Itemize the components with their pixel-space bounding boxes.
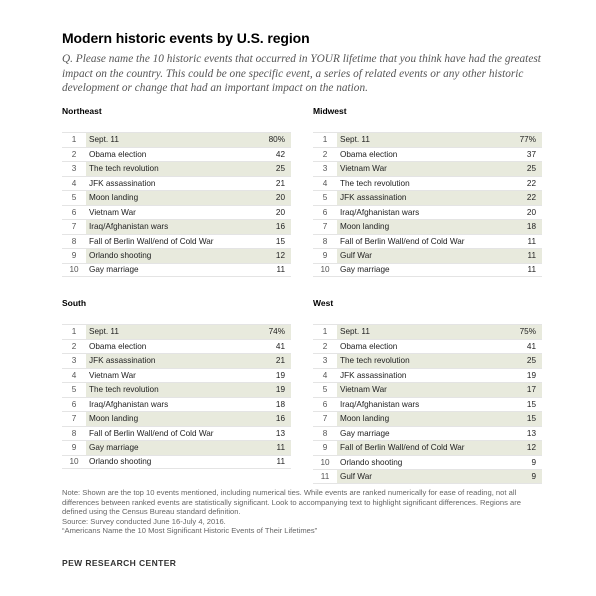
event-cell: Sept. 11 [86,133,257,147]
table-row [62,426,291,441]
rank-cell: 6 [71,207,77,217]
rank-cell: 4 [71,178,77,188]
table-row [313,234,542,249]
event-cell: Orlando shooting [340,457,403,467]
rank-cell: 10 [320,265,330,275]
table-row [313,219,542,234]
value-cell: 11 [527,265,536,275]
value-cell: 15 [508,412,542,426]
value-cell: 77% [508,133,542,147]
event-cell: The tech revolution [337,354,508,368]
event-cell: Gulf War [337,249,508,263]
value-cell: 25 [508,162,542,176]
table-row [313,176,542,191]
table-row [62,147,291,162]
event-cell: Moon landing [86,191,257,205]
rank-cell: 2 [71,149,77,159]
event-cell: Fall of Berlin Wall/end of Cold War [337,441,508,455]
rank-cell: 9 [322,251,328,261]
table-row [62,234,291,249]
value-cell: 20 [526,207,536,217]
event-cell: Fall of Berlin Wall/end of Cold War [89,236,214,246]
value-cell: 19 [526,370,536,380]
table-row [313,426,542,441]
rank-cell: 4 [71,370,77,380]
value-cell: 25 [508,354,542,368]
table-row [313,161,542,176]
value-cell: 21 [275,178,285,188]
value-cell: 75% [508,325,542,339]
event-cell: Fall of Berlin Wall/end of Cold War [340,236,465,246]
event-cell: Obama election [340,149,398,159]
table-row [313,469,542,484]
event-cell: Sept. 11 [337,133,508,147]
event-cell: Orlando shooting [89,457,152,467]
panel-northeast [62,106,291,277]
table-row [313,248,542,263]
event-cell: Obama election [89,149,147,159]
panel-title: West [313,298,334,308]
table-row [62,248,291,263]
report-title: “Americans Name the 10 Most Significant Historic Events of Their Lifetimes” [62,526,318,536]
rank-cell: 1 [71,327,77,337]
event-cell: Orlando shooting [86,249,257,263]
event-cell: Fall of Berlin Wall/end of Cold War [89,428,214,438]
value-cell: 11 [508,249,542,263]
table-row [62,219,291,234]
value-cell: 37 [526,149,536,159]
panel-west [313,298,542,484]
event-cell: JFK assassination [86,354,257,368]
table-row [62,440,291,455]
table-row [313,353,542,368]
value-cell: 11 [527,236,536,246]
value-cell: 25 [257,162,291,176]
rank-cell: 7 [71,414,77,424]
value-cell: 22 [526,178,536,188]
table-row [62,190,291,205]
rank-cell: 11 [320,471,330,481]
rank-cell: 1 [322,135,328,145]
panel-title: Northeast [62,106,102,116]
event-cell: Vietnam War [337,162,508,176]
table-row [62,397,291,412]
event-cell: Gay marriage [340,265,390,275]
table-row [62,161,291,176]
table-row [313,339,542,354]
value-cell: 41 [275,341,285,351]
rank-cell: 8 [322,236,328,246]
table-row [313,324,542,339]
table-row [62,132,291,147]
panel-rows [313,132,542,277]
table-row [62,339,291,354]
rank-cell: 5 [71,385,77,395]
rank-cell: 5 [71,193,77,203]
event-cell: Vietnam War [89,207,136,217]
event-cell: JFK assassination [89,178,156,188]
table-row [313,368,542,383]
value-cell: 19 [257,383,291,397]
rank-cell: 8 [71,236,77,246]
value-cell: 13 [275,428,285,438]
value-cell: 19 [275,370,285,380]
value-cell: 20 [257,191,291,205]
table-row [313,147,542,162]
chart-title: Modern historic events by U.S. region [62,30,310,46]
event-cell: Sept. 11 [337,325,508,339]
value-cell: 42 [275,149,285,159]
rank-cell: 10 [69,457,79,467]
rank-cell: 7 [322,222,328,232]
rank-cell: 2 [322,341,328,351]
table-row [62,176,291,191]
rank-cell: 4 [322,178,328,188]
value-cell: 16 [257,412,291,426]
rank-cell: 10 [69,265,79,275]
panel-rows [62,324,291,469]
event-cell: Iraq/Afghanistan wars [89,399,169,409]
value-cell: 18 [508,220,542,234]
value-cell: 22 [508,191,542,205]
table-row [313,190,542,205]
value-cell: 16 [257,220,291,234]
note-text: Note: Shown are the top 10 events mentioned, including numerical ties. While events are ranked numerically for ease of reading, not all differences between ranked events are statistically significant. Look to accompanying text to highlight significant differences. Regions are defined using the Census Bureau standard definition. [62,488,521,517]
rank-cell: 9 [71,251,77,261]
event-cell: The tech revolution [86,383,257,397]
table-row [62,411,291,426]
value-cell: 80% [257,133,291,147]
rank-cell: 6 [322,207,328,217]
rank-cell: 7 [71,222,77,232]
panel-title: South [62,298,87,308]
event-cell: Sept. 11 [86,325,257,339]
event-cell: The tech revolution [86,162,257,176]
table-row [62,205,291,220]
value-cell: 11 [276,457,285,467]
rank-cell: 6 [71,399,77,409]
rank-cell: 2 [71,341,77,351]
value-cell: 20 [275,207,285,217]
brand-logo-text: PEW RESEARCH CENTER [62,558,177,568]
rank-cell: 7 [322,414,328,424]
table-row [313,132,542,147]
table-row [62,263,291,278]
source-text: Source: Survey conducted June 16-July 4, 2016. [62,516,226,526]
rank-cell: 2 [322,149,328,159]
value-cell: 12 [257,249,291,263]
rank-cell: 1 [71,135,77,145]
table-row [313,411,542,426]
event-cell: The tech revolution [340,178,410,188]
panel-rows [62,132,291,277]
value-cell: 15 [275,236,285,246]
table-row [313,455,542,470]
rank-cell: 9 [71,443,77,453]
rank-cell: 1 [322,327,328,337]
rank-cell: 3 [322,356,328,366]
panel-midwest [313,106,542,277]
rank-cell: 6 [322,399,328,409]
event-cell: Obama election [340,341,398,351]
rank-cell: 8 [71,428,77,438]
table-row [313,397,542,412]
event-cell: Moon landing [337,220,508,234]
event-cell: Gulf War [337,470,508,483]
table-row [62,324,291,339]
value-cell: 11 [276,265,285,275]
survey-question: Q. Please name the 10 historic events that occurred in YOUR lifetime that you think have had the greatest impact on the country. This could be one specific event, a series of related events or any other historic development or change that had an important impact on the nation. [62,53,541,94]
event-cell: Obama election [89,341,147,351]
rank-cell: 10 [320,457,330,467]
rank-cell: 4 [322,370,328,380]
value-cell: 17 [508,383,542,397]
table-row [313,382,542,397]
event-cell: Gay marriage [89,265,139,275]
table-row [62,455,291,470]
rank-cell: 3 [322,164,328,174]
value-cell: 21 [257,354,291,368]
value-cell: 18 [275,399,285,409]
event-cell: Gay marriage [340,428,390,438]
panel-south [62,298,291,469]
rank-cell: 8 [322,428,328,438]
rank-cell: 5 [322,193,328,203]
event-cell: Vietnam War [337,383,508,397]
table-row [313,440,542,455]
table-row [62,353,291,368]
table-row [313,205,542,220]
event-cell: Moon landing [86,412,257,426]
rank-cell: 5 [322,385,328,395]
event-cell: Iraq/Afghanistan wars [340,207,420,217]
rank-cell: 3 [71,356,77,366]
value-cell: 13 [526,428,536,438]
footnotes [62,488,542,536]
event-cell: Iraq/Afghanistan wars [86,220,257,234]
event-cell: JFK assassination [340,370,407,380]
value-cell: 9 [531,457,536,467]
table-row [62,368,291,383]
event-cell: Gay marriage [86,441,257,455]
event-cell: JFK assassination [337,191,508,205]
event-cell: Moon landing [337,412,508,426]
value-cell: 41 [526,341,536,351]
value-cell: 15 [526,399,536,409]
table-row [62,382,291,397]
value-cell: 9 [508,470,542,483]
value-cell: 74% [257,325,291,339]
table-row [313,263,542,278]
rank-cell: 3 [71,164,77,174]
event-cell: Iraq/Afghanistan wars [340,399,420,409]
rank-cell: 9 [322,443,328,453]
value-cell: 11 [257,441,291,455]
value-cell: 12 [508,441,542,455]
event-cell: Vietnam War [89,370,136,380]
panel-rows [313,324,542,484]
panel-title: Midwest [313,106,347,116]
